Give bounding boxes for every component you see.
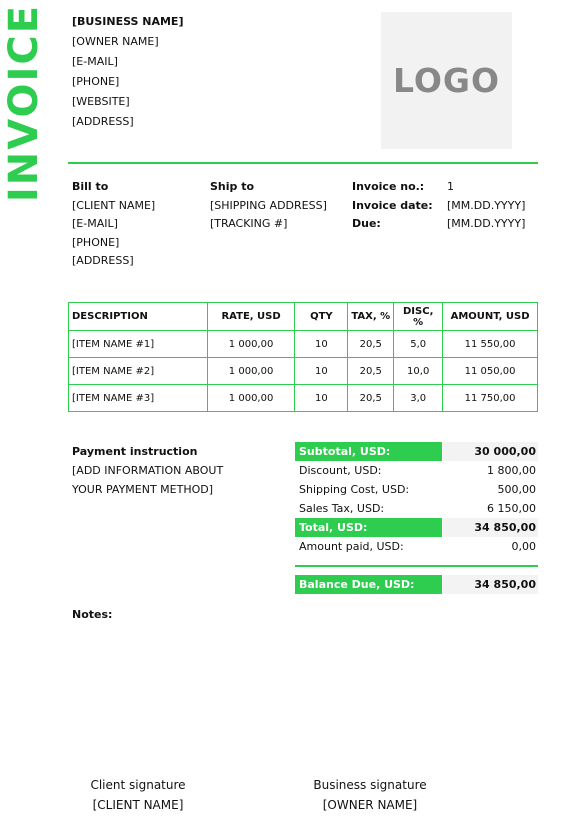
total-label: Total, USD: (295, 518, 442, 537)
tracking-number: [TRACKING #] (210, 217, 288, 230)
item-qty: 10 (295, 385, 348, 412)
discount-label: Discount, USD: (299, 464, 382, 477)
client-signature-label: Client signature (90, 778, 186, 792)
total-row (295, 518, 538, 537)
item-disc: 10,0 (394, 358, 443, 385)
payment-heading: Payment instruction (72, 445, 198, 458)
sales-tax-row (295, 499, 538, 518)
item-rate: 1 000,00 (207, 358, 295, 385)
table-row (69, 358, 538, 385)
invoice-title-text: INVOICE (1, 3, 47, 203)
subtotal-row (295, 442, 538, 461)
invoice-no-label: Invoice no.: (352, 180, 425, 193)
table-row (69, 331, 538, 358)
discount-value: 1 800,00 (487, 464, 536, 477)
balance-due-label: Balance Due, USD: (295, 575, 442, 594)
shipping-address: [SHIPPING ADDRESS] (210, 198, 327, 212)
total-value: 34 850,00 (474, 521, 536, 534)
item-amount: 11 050,00 (443, 358, 538, 385)
logo-placeholder (381, 12, 512, 149)
subtotal-value: 30 000,00 (474, 445, 536, 458)
item-qty: 10 (295, 331, 348, 358)
items-table (68, 302, 538, 412)
business-address: [ADDRESS] (72, 115, 134, 128)
balance-divider (295, 565, 538, 567)
client-phone: [PHONE] (72, 235, 120, 249)
item-amount: 11 550,00 (443, 331, 538, 358)
payment-instruction (72, 442, 223, 499)
business-website: [WEBSITE] (72, 95, 130, 108)
header-qty: QTY (295, 303, 348, 331)
item-tax: 20,5 (348, 385, 394, 412)
invoice-date-value: [MM.DD.YYYY] (447, 198, 526, 212)
header-description: DESCRIPTION (69, 303, 208, 331)
shipping-value: 500,00 (497, 483, 536, 496)
item-rate: 1 000,00 (207, 331, 295, 358)
sales-tax-value: 6 150,00 (487, 502, 536, 515)
item-qty: 10 (295, 358, 348, 385)
table-row (69, 385, 538, 412)
bill-to-heading: Bill to (72, 180, 109, 193)
client-signature-name: [CLIENT NAME] (92, 798, 184, 812)
items-header-row (69, 303, 538, 331)
owner-name: [OWNER NAME] (72, 35, 159, 48)
sales-tax-label: Sales Tax, USD: (299, 502, 385, 515)
business-signature (300, 775, 440, 815)
notes-label: Notes: (72, 608, 113, 621)
item-description: [ITEM NAME #3] (69, 385, 208, 412)
due-label: Due: (352, 217, 381, 230)
item-description: [ITEM NAME #1] (69, 331, 208, 358)
header-disc: DISC, % (394, 303, 443, 331)
balance-due-row (295, 575, 538, 594)
ship-to-heading: Ship to (210, 180, 255, 193)
business-signature-label: Business signature (313, 778, 427, 792)
ship-to-section (210, 178, 327, 234)
bill-to-section (72, 178, 155, 271)
amount-paid-value: 0,00 (511, 540, 536, 553)
header-amount: AMOUNT, USD (443, 303, 538, 331)
business-name: [BUSINESS NAME] (72, 15, 184, 28)
item-tax: 20,5 (348, 358, 394, 385)
invoice-title (1, 3, 47, 203)
business-info (72, 12, 183, 132)
shipping-label: Shipping Cost, USD: (299, 483, 410, 496)
payment-line-2: YOUR PAYMENT METHOD] (72, 483, 214, 496)
invoice-meta-values (447, 178, 525, 234)
shipping-row (295, 480, 538, 499)
balance-due-value: 34 850,00 (474, 578, 536, 591)
subtotal-label: Subtotal, USD: (295, 442, 442, 461)
client-email: [E-MAIL] (72, 217, 118, 230)
item-description: [ITEM NAME #2] (69, 358, 208, 385)
item-rate: 1 000,00 (207, 385, 295, 412)
business-phone: [PHONE] (72, 75, 120, 88)
payment-line-1: [ADD INFORMATION ABOUT (72, 464, 224, 477)
business-email: [E-MAIL] (72, 55, 118, 68)
business-signature-name: [OWNER NAME] (322, 798, 418, 812)
invoice-date-label: Invoice date: (352, 198, 433, 212)
invoice-no-value: 1 (447, 180, 454, 193)
amount-paid-label: Amount paid, USD: (299, 540, 404, 553)
item-amount: 11 750,00 (443, 385, 538, 412)
due-value: [MM.DD.YYYY] (447, 217, 526, 230)
header-rate: RATE, USD (207, 303, 295, 331)
client-address: [ADDRESS] (72, 254, 134, 267)
item-disc: 3,0 (394, 385, 443, 412)
logo-text: LOGO (392, 61, 501, 100)
client-signature (78, 775, 198, 815)
item-tax: 20,5 (348, 331, 394, 358)
client-name: [CLIENT NAME] (72, 198, 156, 212)
header-tax: TAX, % (348, 303, 394, 331)
item-disc: 5,0 (394, 331, 443, 358)
amount-paid-row (295, 537, 538, 556)
discount-row (295, 461, 538, 480)
invoice-meta-labels (352, 178, 433, 234)
header-divider (68, 162, 538, 164)
